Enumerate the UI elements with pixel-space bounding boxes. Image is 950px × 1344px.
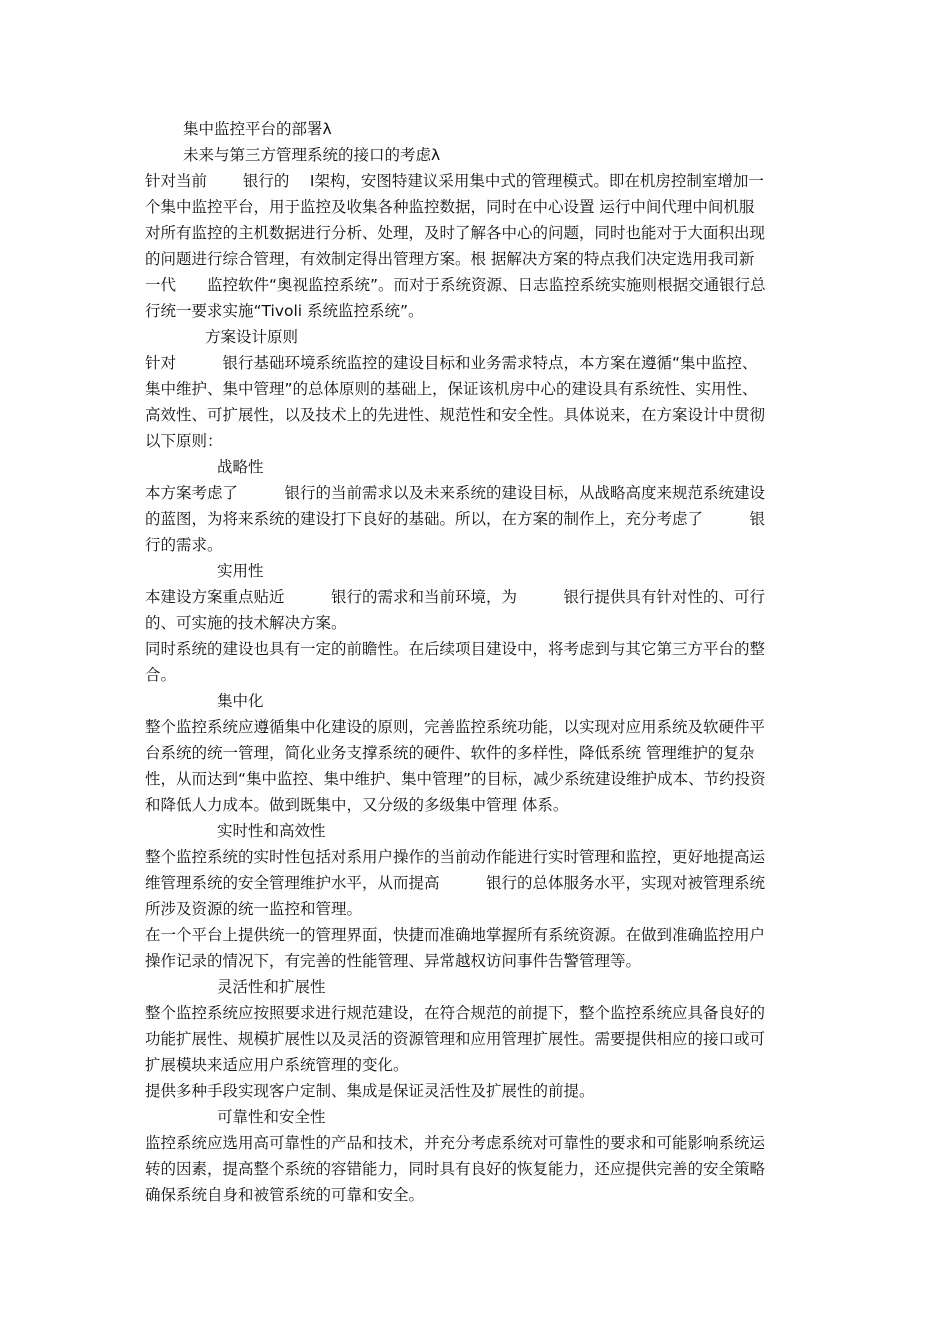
paragraph-line: 性，从而达到“集中监控、集中维护、集中管理”的目标，减少系统建设维护成本、节约投资 bbox=[145, 770, 766, 788]
principle-section bbox=[145, 454, 813, 558]
paragraph-line: 以下原则： bbox=[145, 432, 223, 450]
section-paragraph bbox=[145, 922, 813, 974]
paragraph-line: 整个监控系统应按照要求进行规范建设，在符合规范的前提下，整个监控系统应具备良好的 bbox=[145, 1004, 766, 1022]
section-title: 战略性 bbox=[217, 458, 264, 476]
section-title: 集中化 bbox=[217, 692, 264, 710]
paragraph-line: 维管理系统的安全管理维护水平，从而提高 银行的总体服务水平，实现对被管理系统 bbox=[145, 874, 766, 892]
paragraph-line: 同时系统的建设也具有一定的前瞻性。在后续项目建设中，将考虑到与其它第三方平台的整 bbox=[145, 640, 766, 658]
section-title: 灵活性和扩展性 bbox=[217, 978, 326, 996]
paragraph-line: 台系统的统一管理，简化业务支撑系统的硬件、软件的多样性，降低系统 管理维护的复杂 bbox=[145, 744, 755, 762]
section-paragraph bbox=[145, 844, 813, 922]
section-paragraph bbox=[145, 636, 813, 688]
section-title: 可靠性和安全性 bbox=[217, 1108, 326, 1126]
section-paragraph bbox=[145, 714, 813, 818]
paragraph-line: 操作记录的情况下，有完善的性能管理、异常越权访问事件告警管理等。 bbox=[145, 952, 642, 970]
paragraph-line: 针对 银行基础环境系统监控的建设目标和业务需求特点，本方案在遵循“集中监控、 bbox=[145, 354, 758, 372]
paragraph-line: 的问题进行综合管理，有效制定得出管理方案。根 据解决方案的特点我们决定选用我司新 bbox=[145, 250, 755, 268]
paragraph-line: 对所有监控的主机数据进行分析、处理，及时了解各中心的问题，同时也能对于大面积出现 bbox=[145, 224, 766, 242]
paragraph-line: 所涉及资源的统一监控和管理。 bbox=[145, 900, 363, 918]
paragraph-line: 合。 bbox=[145, 666, 177, 684]
paragraph-line: 针对当前 银行的 I架构，安图特建议采用集中式的管理模式。即在机房控制室增加一 bbox=[145, 172, 764, 190]
paragraph-line: 高效性、可扩展性，以及技术上的先进性、规范性和安全性。具体说来，在方案设计中贯彻 bbox=[145, 406, 766, 424]
paragraph-line: 行的需求。 bbox=[145, 536, 223, 554]
principle-section bbox=[145, 818, 813, 974]
paragraph-line: 本方案考虑了 银行的当前需求以及未来系统的建设目标，从战略高度来规范系统建设 bbox=[145, 484, 766, 502]
section-paragraph bbox=[145, 1078, 813, 1104]
section-paragraph bbox=[145, 480, 813, 558]
paragraph-line: 提供多种手段实现客户定制、集成是保证灵活性及扩展性的前提。 bbox=[145, 1082, 595, 1100]
principle-section bbox=[145, 688, 813, 818]
paragraph-line: 个集中监控平台，用于监控及收集各种监控数据，同时在中心设置 运行中间代理中间机服 bbox=[145, 198, 755, 216]
paragraph-line: 确保系统自身和被管系统的可靠和安全。 bbox=[145, 1186, 425, 1204]
section-title: 实时性和高效性 bbox=[217, 822, 326, 840]
paragraph-line: 本建设方案重点贴近 银行的需求和当前环境，为 银行提供具有针对性的、可行 bbox=[145, 588, 766, 606]
intro-item-third-party-interface: 未来与第三方管理系统的接口的考虑λ bbox=[183, 146, 441, 164]
paragraph-line: 整个监控系统的实时性包括对系用户操作的当前动作能进行实时管理和监控，更好地提高运 bbox=[145, 848, 766, 866]
paragraph-line: 和降低人力成本。做到既集中，又分级的多级集中管理 体系。 bbox=[145, 796, 569, 814]
intro-item-deployment: 集中监控平台的部署λ bbox=[183, 120, 332, 138]
paragraph-line: 的蓝图，为将来系统的建设打下良好的基础。所以，在方案的制作上，充分考虑了 银 bbox=[145, 510, 766, 528]
paragraph-line: 整个监控系统应遵循集中化建设的原则，完善监控系统功能，以实现对应用系统及软硬件平 bbox=[145, 718, 766, 736]
section-paragraph bbox=[145, 1000, 813, 1078]
principles-paragraph bbox=[145, 350, 813, 454]
principles-title: 方案设计原则 bbox=[205, 328, 299, 346]
section-paragraph bbox=[145, 1130, 813, 1208]
principle-section bbox=[145, 1104, 813, 1208]
paragraph-line: 转的因素，提高整个系统的容错能力，同时具有良好的恢复能力，还应提供完善的安全策略 bbox=[145, 1160, 766, 1178]
paragraph-line: 集中维护、集中管理”的总体原则的基础上，保证该机房中心的建设具有系统性、实用性、 bbox=[145, 380, 758, 398]
section-title: 实用性 bbox=[217, 562, 264, 580]
intro-paragraph bbox=[145, 168, 813, 324]
paragraph-line: 功能扩展性、规模扩展性以及灵活的资源管理和应用管理扩展性。需要提供相应的接口或可 bbox=[145, 1030, 766, 1048]
paragraph-line: 行统一要求实施“Tivoli 系统监控系统”。 bbox=[145, 302, 424, 320]
principle-section bbox=[145, 974, 813, 1104]
section-paragraph bbox=[145, 584, 813, 636]
paragraph-line: 的、可实施的技术解决方案。 bbox=[145, 614, 347, 632]
paragraph-line: 监控系统应选用高可靠性的产品和技术，并充分考虑系统对可靠性的要求和可能影响系统运 bbox=[145, 1134, 766, 1152]
paragraph-line: 扩展模块来适应用户系统管理的变化。 bbox=[145, 1056, 409, 1074]
document-body bbox=[145, 116, 813, 1208]
principle-section bbox=[145, 558, 813, 688]
paragraph-line: 一代 监控软件“奥视监控系统”。而对于系统资源、日志监控系统实施则根据交通银行总 bbox=[145, 276, 766, 294]
paragraph-line: 在一个平台上提供统一的管理界面，快捷而准确地掌握所有系统资源。在做到准确监控用户 bbox=[145, 926, 766, 944]
principle-sections bbox=[145, 454, 813, 1208]
